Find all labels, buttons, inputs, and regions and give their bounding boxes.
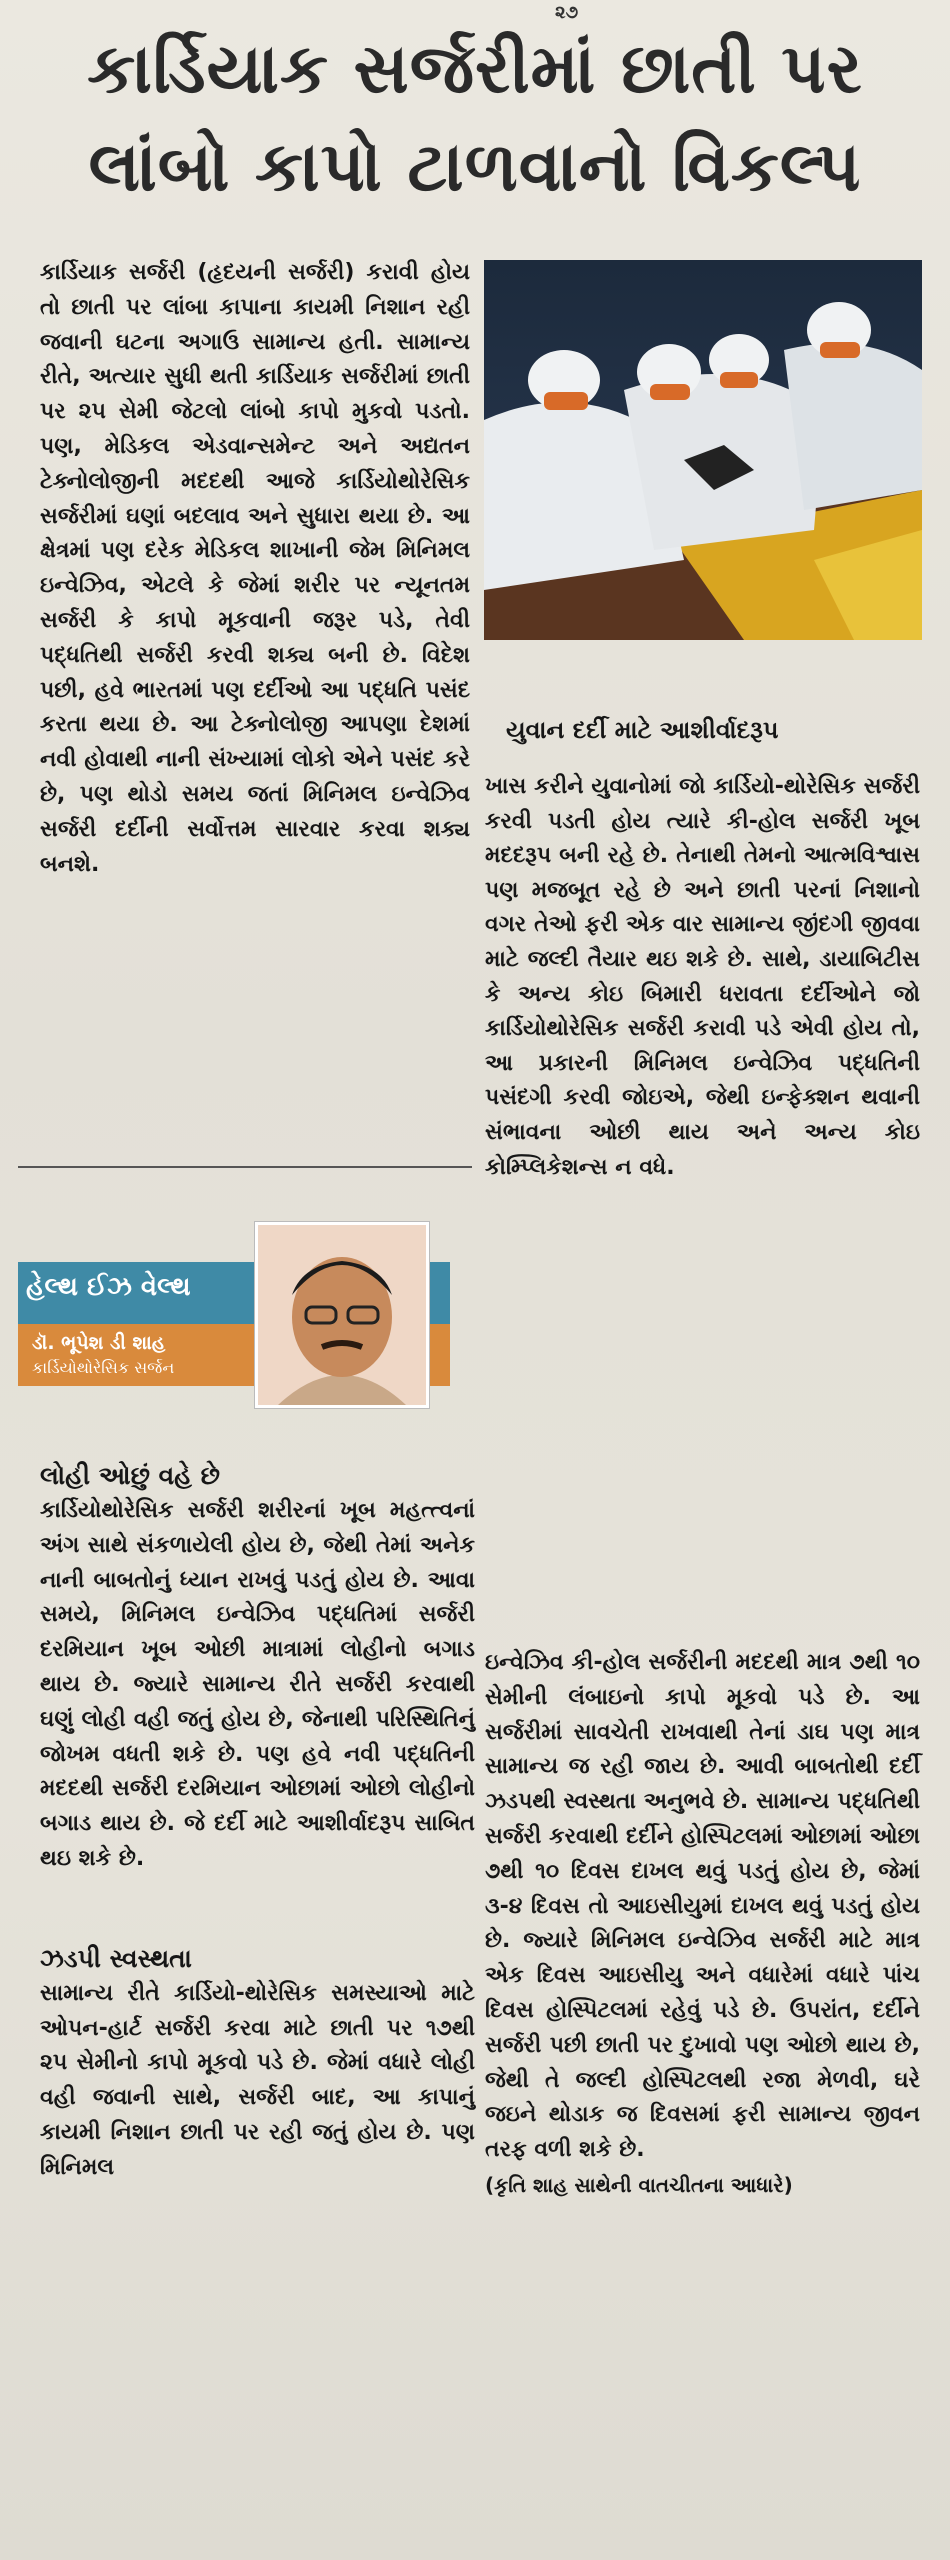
section-blood-text: કાર્ડિયોથોરેસિક સર્જરી શરીરનાં ખૂબ મહત્ત્વનાં અંગ સાથે સંકળાયેલી હોય છે, જેથી તેમાં અનેક નાની બાબતોનું ધ્યાન રાખવું પડતું હોય છે. આવા સમયે, મિનિમલ ઇન્વેઝિવ પદ્ધતિમાં સર્જરી દરમિયાન ખૂબ ઓછી માત્રામાં લોહીનો બગાડ થાય છે. જ્યારે સામાન્ય રીતે સર્જરી કરવાથી ઘણું લોહી વહી જતું હોય છે, જેનાથી પરિસ્થિતિનું જોખમ વધતી શકે છે. પણ હવે નવી પદ્ધતિની મદદથી સર્જરી દરમિયાન ઓછામાં ઓછો લોહીનો બગાડ થાય છે. જે દર્દી માટે આશીર્વાદરૂપ સાબિત થઇ શકે છે. xyxy=(40,1498,475,1871)
body-right-column xyxy=(485,1646,920,2203)
author-photo xyxy=(255,1222,429,1408)
surgery-photo xyxy=(484,260,922,640)
continuation-text: ઇન્વેઝિવ કી-હોલ સર્જરીની મદદથી માત્ર ૭થી ૧૦ સેમીની લંબાઇનો કાપો મૂકવો પડે છે. આ સર્જરીમાં સાવચેતી રાખવાથી તેનાં ડાઘ પણ માત્ર સામાન્ય જ રહી જાય છે. આવી બાબતોથી દર્દી ઝડપથી સ્વસ્થતા અનુભવે છે. સામાન્ય પદ્ધતિથી સર્જરી કરવાથી દર્દીને હોસ્પિટલમાં ઓછામાં ઓછા ૭થી ૧૦ દિવસ દાખલ થવું પડતું હોય છે, જેમાં ૩-૪ દિવસ તો આઇસીયુમાં દાખલ થવું પડતું હોય છે. જ્યારે મિનિમલ ઇન્વેઝિવ સર્જરી માટે માત્ર એક દિવસ આઇસીયુ અને વધારેમાં વધારે પાંચ દિવસ હોસ્પિટલમાં રહેવું પડે છે. ઉપરાંત, દર્દીને સર્જરી પછી છાતી પર દુખાવો પણ ઓછો થાય છે, જેથી તે જલ્દી હોસ્પિટલથી રજા મેળવી, ઘરે જઇને થોડાક જ દિવસમાં ફરી સામાન્ય જીવન તરફ વળી શકે છે. xyxy=(485,1650,920,2163)
caption-column xyxy=(485,770,920,1185)
intro-paragraph: કાર્ડિયાક સર્જરી (હૃદયની સર્જરી) કરાવી હોય તો છાતી પર લાંબા કાપાના કાયમી નિશાન રહી જવાની ઘટના અગાઉ સામાન્ય હતી. સામાન્ય રીતે, અત્યાર સુધી થતી કાર્ડિયાક સર્જરીમાં છાતી પર ૨૫ સેમી જેટલો લાંબો કાપો મુકવો પડતો. પણ, મેડિકલ એડવાન્સમેન્ટ અને અદ્યતન ટેક્નોલોજીની મદદથી આજે કાર્ડિયોથોરેસિક સર્જરીમાં ઘણાં બદલાવ અને સુધારા થયા છે. આ ક્ષેત્રમાં પણ દરેક મેડિકલ શાખાની જેમ મિનિમલ ઇન્વેઝિવ, એટલે કે જેમાં શરીર પર ન્યૂનતમ સર્જરી કે કાપો મૂકવાની જરૂર પડે, તેવી પદ્ધતિથી સર્જરી કરવી શક્ય બની છે. વિદેશ પછી, હવે ભારતમાં પણ દર્દીઓ આ પદ્ધતિ પસંદ કરતા થયા છે. આ ટેક્નોલોજી આપણા દેશમાં નવી હોવાથી નાની સંખ્યામાં લોકો એને પસંદ કરે છે, પણ થોડો સમય જતાં મિનિમલ ઇન્વેઝિવ સર્જરી દર્દીની સર્વોત્તમ સારવાર કરવા શક્ય બનશે. xyxy=(40,260,470,877)
headline-line-1: કાર્ડિયાક સર્જરીમાં છાતી પર xyxy=(87,30,863,109)
page-number: ૨૭ xyxy=(555,2,579,23)
body-left-column xyxy=(40,1458,475,2186)
intro-column xyxy=(40,256,470,882)
author-portrait xyxy=(258,1225,426,1405)
headline-line-2: લાંબો કાપો ટાળવાનો વિકલ્પ xyxy=(88,128,862,207)
author-role: કાર્ડિયોથોરેસિક સર્જન xyxy=(32,1358,175,1377)
surgery-illustration xyxy=(484,260,922,640)
author-name: ડૉ. ભૂપેશ ડી શાહ xyxy=(32,1332,166,1354)
section-blood-heading: લોહી ઓછું વહે છે xyxy=(40,1461,220,1490)
caption-text: ખાસ કરીને યુવાનોમાં જો કાર્ડિયો-થોરેસિક સર્જરી કરવી પડતી હોય ત્યારે કી-હોલ સર્જરી ખૂબ મદદરૂપ બની રહે છે. તેનાથી તેમનો આત્મવિશ્વાસ પણ મજબૂત રહે છે અને છાતી પરનાં નિશાનો વગર તેઓ ફરી એક વાર સામાન્ય જીંદગી જીવવા માટે જલ્દી તૈયાર થઇ શકે છે. સાથે, ડાયાબિટીસ કે અન્ય કોઇ બિમારી ધરાવતા દર્દીઓને જો કાર્ડિયોથોરેસિક સર્જરી કરાવી પડે એવી હોય તો, આ પ્રકારની મિનિમલ ઇન્વેઝિવ પદ્ધતિની પસંદગી કરવી જોઇએ, જેથી ઇન્ફેક્શન થવાની સંભાવના ઓછી થાય અને અન્ય કોઇ કોમ્પ્લિકેશન્સ ન વધે. xyxy=(485,774,920,1180)
divider xyxy=(18,1166,472,1168)
credit-line: (કૃતિ શાહ સાથેની વાતચીતના આધારે) xyxy=(485,2172,793,2197)
column-title: હેલ્થ ઈઝ વેલ્થ xyxy=(26,1272,191,1302)
section-recovery-text: સામાન્ય રીતે કાર્ડિયો-થોરેસિક સમસ્યાઓ માટે ઓપન-હાર્ટ સર્જરી કરવા માટે છાતી પર ૧૭થી ૨૫ સેમીનો કાપો મૂકવો પડે છે. જેમાં વધારે લોહી વહી જવાની સાથે, સર્જરી બાદ, આ કાપાનું કાયમી નિશાન છાતી પર રહી જતું હોય છે. પણ મિનિમલ xyxy=(40,1980,475,2180)
section-recovery-heading: ઝડપી સ્વસ્થતા xyxy=(40,1943,192,1973)
caption-heading: યુવાન દર્દી માટે આશીર્વાદરૂપ xyxy=(506,716,779,744)
